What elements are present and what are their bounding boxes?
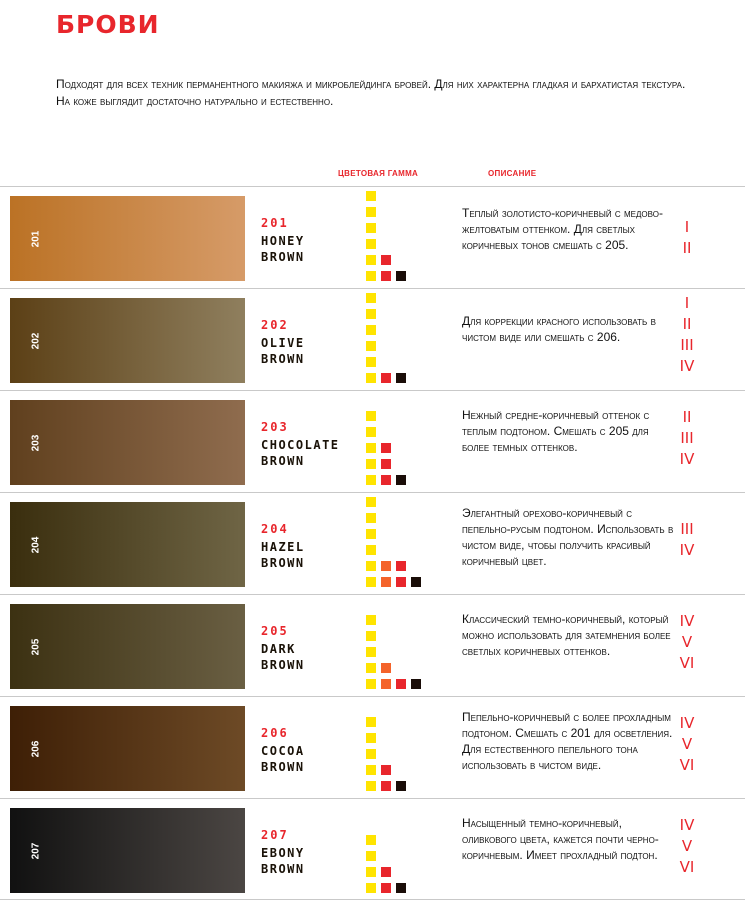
shade-description: Насыщенный темно-коричневый, оливкового цвета, кажется почти черно-коричневым. Имеет прохладный подтон.	[462, 816, 659, 862]
shade-name-line2: BROWN	[261, 352, 305, 366]
palette-square	[381, 577, 391, 587]
palette-square	[381, 475, 391, 485]
palette-square	[381, 373, 391, 383]
palette-square	[366, 851, 376, 861]
palette-square	[366, 207, 376, 217]
palette-square	[411, 577, 421, 587]
shade-description: Пепельно-коричневый с более прохладным подтоном. Смешать с 201 для осветления. Для естественного пепельного тона использовать в чистом виде.	[462, 710, 673, 772]
palette-square	[381, 255, 391, 265]
palette-square	[366, 373, 376, 383]
level-numeral: III	[680, 336, 694, 354]
palette-column-header: ЦВЕТОВАЯ ГАММА	[338, 169, 419, 178]
palette-square	[366, 427, 376, 437]
palette-square	[366, 867, 376, 877]
color-swatch	[10, 808, 245, 893]
level-numeral: II	[682, 315, 692, 333]
color-swatch	[10, 400, 245, 485]
shade-row	[0, 186, 745, 288]
palette-square	[366, 749, 376, 759]
shade-name-line1: COCOA	[261, 744, 305, 758]
shade-number: 206	[261, 726, 289, 740]
skin-levels	[676, 611, 698, 674]
shade-description: Нежный средне-коричневый оттенок с теплым подтоном. Смешать с 205 для более темных оттенков.	[462, 408, 650, 454]
skin-levels	[676, 293, 698, 377]
level-numeral: IV	[679, 357, 695, 375]
shade-number: 207	[261, 828, 289, 842]
palette-square	[381, 561, 391, 571]
palette-square	[366, 883, 376, 893]
shade-row	[0, 288, 745, 390]
shade-number: 201	[261, 216, 289, 230]
shade-name-line2: BROWN	[261, 760, 305, 774]
palette-square	[366, 561, 376, 571]
color-swatch	[10, 604, 245, 689]
shade-name-line1: OLIVE	[261, 336, 305, 350]
palette-square	[396, 781, 406, 791]
level-numeral: V	[681, 633, 693, 651]
shade-number: 203	[261, 420, 289, 434]
shade-row	[0, 798, 745, 900]
palette-square	[366, 529, 376, 539]
palette-square	[411, 679, 421, 689]
level-numeral: IV	[679, 541, 695, 559]
swatch-code: 201	[30, 230, 42, 247]
shade-name	[261, 845, 305, 877]
skin-levels	[676, 519, 698, 561]
shade-name-line2: BROWN	[261, 658, 305, 672]
skin-levels	[676, 217, 698, 259]
shade-name-line1: EBONY	[261, 846, 305, 860]
palette-square	[366, 325, 376, 335]
palette-square	[381, 271, 391, 281]
palette-square	[366, 765, 376, 775]
level-numeral: IV	[679, 450, 695, 468]
level-numeral: II	[682, 239, 692, 257]
palette-square	[366, 513, 376, 523]
color-swatch	[10, 298, 245, 383]
palette-square	[381, 459, 391, 469]
swatch-code: 202	[30, 332, 42, 349]
palette-square	[396, 577, 406, 587]
swatch-code: 204	[30, 536, 42, 553]
shade-description: Теплый золотисто-коричневый с медово-желтоватым оттенком. Для светлых коричневых тонов смешать с 205.	[462, 206, 663, 252]
level-numeral: II	[682, 408, 692, 426]
palette-square	[396, 475, 406, 485]
shade-name-line2: BROWN	[261, 556, 305, 570]
palette-square	[381, 443, 391, 453]
shade-name	[261, 437, 340, 469]
level-numeral: V	[681, 735, 693, 753]
shade-name-line2: BROWN	[261, 250, 305, 264]
palette-square	[366, 309, 376, 319]
palette-square	[396, 679, 406, 689]
shade-name-line2: BROWN	[261, 454, 305, 468]
shade-row	[0, 390, 745, 492]
level-numeral: III	[680, 429, 694, 447]
palette-square	[366, 545, 376, 555]
shade-name	[261, 233, 305, 265]
level-numeral: VI	[679, 858, 695, 876]
shade-row	[0, 594, 745, 696]
palette-square	[366, 357, 376, 367]
palette-square	[366, 497, 376, 507]
shade-number: 204	[261, 522, 289, 536]
palette-square	[366, 293, 376, 303]
shade-name-line1: HAZEL	[261, 540, 305, 554]
palette-square	[396, 561, 406, 571]
level-numeral: IV	[679, 612, 695, 630]
swatch-code: 203	[30, 434, 42, 451]
shade-name	[261, 539, 305, 571]
palette-square	[366, 223, 376, 233]
palette-square	[366, 411, 376, 421]
palette-square	[366, 615, 376, 625]
palette-square	[381, 765, 391, 775]
level-numeral: VI	[679, 654, 695, 672]
palette-square	[366, 271, 376, 281]
shade-number: 202	[261, 318, 289, 332]
palette-square	[381, 867, 391, 877]
palette-square	[366, 191, 376, 201]
shade-list	[0, 186, 745, 900]
palette-square	[396, 883, 406, 893]
shade-description: Для коррекции красного использовать в чистом виде или смешать с 206.	[462, 314, 656, 344]
palette-square	[396, 271, 406, 281]
color-swatch	[10, 706, 245, 791]
palette-square	[381, 663, 391, 673]
palette-square	[366, 679, 376, 689]
skin-levels	[676, 407, 698, 470]
shade-description: Элегантный орехово-коричневый с пепельно-русым подтоном. Использовать в чистом виде, чтобы получить красивый коричневый цвет.	[462, 506, 674, 568]
palette-square	[366, 341, 376, 351]
page-title: БРОВИ	[56, 10, 160, 39]
shade-name-line2: BROWN	[261, 862, 305, 876]
level-numeral: VI	[679, 756, 695, 774]
skin-levels	[676, 713, 698, 776]
palette-square	[366, 663, 376, 673]
shade-name	[261, 743, 305, 775]
shade-number: 205	[261, 624, 289, 638]
level-numeral: IV	[679, 816, 695, 834]
shade-row	[0, 492, 745, 594]
palette-square	[366, 475, 376, 485]
level-numeral: I	[684, 294, 690, 312]
swatch-code: 206	[30, 740, 42, 757]
palette-square	[381, 679, 391, 689]
shade-name-line1: HONEY	[261, 234, 305, 248]
palette-square	[366, 459, 376, 469]
palette-square	[366, 255, 376, 265]
shade-name-line1: CHOCOLATE	[261, 438, 340, 452]
palette-square	[366, 239, 376, 249]
shade-name-line1: DARK	[261, 642, 296, 656]
level-numeral: I	[684, 218, 690, 236]
palette-square	[366, 443, 376, 453]
palette-square	[381, 781, 391, 791]
level-numeral: IV	[679, 714, 695, 732]
palette-square	[381, 883, 391, 893]
palette-square	[366, 577, 376, 587]
palette-square	[366, 781, 376, 791]
skin-levels	[676, 815, 698, 878]
shade-name	[261, 641, 305, 673]
level-numeral: III	[680, 520, 694, 538]
shade-name	[261, 335, 305, 367]
palette-square	[366, 631, 376, 641]
shade-row	[0, 696, 745, 798]
intro-text: Подходят для всех техник перманентного макияжа и микроблейдинга бровей. Для них характерна гладкая и бархатистая текстура. На коже выглядит достаточно натурально и естественно.	[56, 77, 686, 108]
color-swatch	[10, 502, 245, 587]
swatch-code: 205	[30, 638, 42, 655]
shade-description: Классический темно-коричневый, который можно использовать для затемнения более светлых коричневых оттенков.	[462, 612, 671, 658]
palette-square	[366, 717, 376, 727]
palette-square	[396, 373, 406, 383]
description-column-header: ОПИСАНИЕ	[488, 169, 537, 178]
palette-square	[366, 647, 376, 657]
level-numeral: V	[681, 837, 693, 855]
palette-square	[366, 733, 376, 743]
color-swatch	[10, 196, 245, 281]
palette-square	[366, 835, 376, 845]
swatch-code: 207	[30, 842, 42, 859]
